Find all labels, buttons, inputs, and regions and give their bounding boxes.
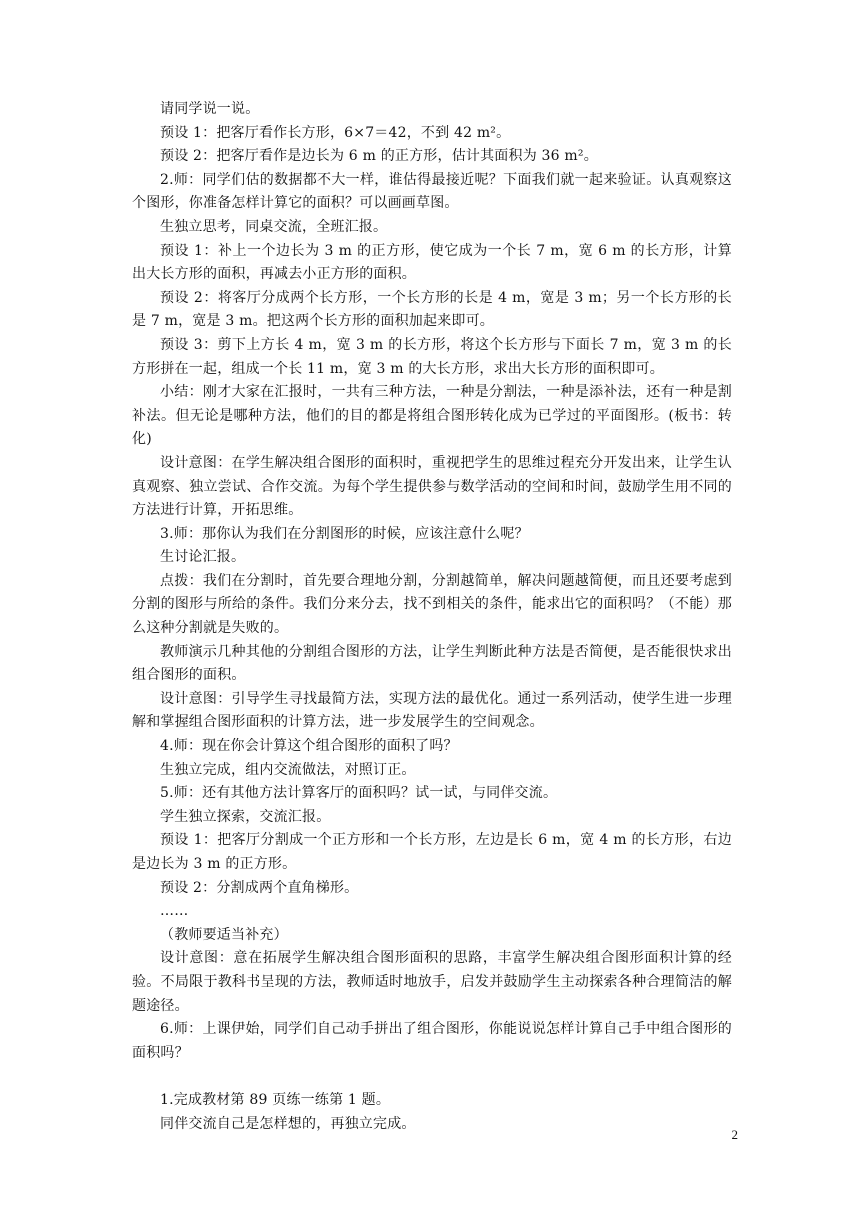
- body-text: [132, 98, 732, 1136]
- paragraph: （教师要适当补充）: [160, 926, 288, 943]
- paragraph: 预设 3：剪下上方长 4 m，宽 3 m 的长方形，将这个长方形与下面长 7 m，宽 3 m 的长方形拼在一起，组成一个长 11 m，宽 3 m 的大长方形，求出大长方形的面积即可。: [132, 336, 732, 377]
- paragraph: 1.完成教材第 89 页练一练第 1 题。: [160, 1091, 391, 1108]
- paragraph: 预设 1：补上一个边长为 3 m 的正方形，使它成为一个长 7 m，宽 6 m 的长方形，计算出大长方形的面积，再减去小正方形的面积。: [132, 242, 732, 283]
- page-number: 2: [731, 1127, 738, 1142]
- paragraph: 预设 2：分割成两个直角梯形。: [160, 879, 359, 896]
- paragraph: ……: [160, 903, 189, 920]
- blank-line: [132, 1065, 732, 1089]
- paragraph: 点拨：我们在分割时，首先要合理地分割，分割越简单，解决问题越简便，而且还要考虑到分割的图形与所给的条件。我们分来分去，找不到相关的条件，能求出它的面积吗？（不能）那么这种分割就是失败的。: [132, 572, 732, 637]
- paragraph: 设计意图：意在拓展学生解决组合图形面积的思路，丰富学生解决组合图形面积计算的经验。不局限于教科书呈现的方法，教师适时地放手，启发并鼓励学生主动探索各种合理简洁的解题途径。: [132, 950, 732, 1014]
- paragraph: 预设 1：把客厅看作长方形，6×7＝42，不到 42 m²。: [160, 124, 511, 141]
- paragraph: 生讨论汇报。: [160, 549, 246, 566]
- paragraph: 3.师：那你认为我们在分割图形的时候，应该注意什么呢？: [160, 525, 529, 542]
- paragraph: 请同学说一说。: [160, 101, 260, 117]
- paragraph: 预设 2：将客厅分成两个长方形，一个长方形的长是 4 m，宽是 3 m；另一个长方形的长是 7 m，宽是 3 m。把这两个长方形的面积加起来即可。: [132, 289, 732, 330]
- paragraph: 设计意图：引导学生寻找最简方法，实现方法的最优化。通过一系列活动，使学生进一步理解和掌握组合图形面积的计算方法，进一步发展学生的空间观念。: [132, 690, 732, 731]
- paragraph: 4.师：现在你会计算这个组合图形的面积了吗？: [160, 738, 458, 755]
- paragraph: 生独立思考，同桌交流，全班汇报。: [160, 218, 388, 235]
- paragraph: 6.师：上课伊始，同学们自己动手拼出了组合图形，你能说说怎样计算自己手中组合图形的面积吗？: [132, 1021, 732, 1061]
- paragraph: 生独立完成，组内交流做法，对照订正。: [160, 761, 416, 778]
- paragraph: 学生独立探索，交流汇报。: [160, 808, 331, 825]
- paragraph: 5.师：还有其他方法计算客厅的面积吗？试一试，与同伴交流。: [160, 785, 558, 802]
- paragraph: 设计意图：在学生解决组合图形的面积时，重视把学生的思维过程充分开发出来，让学生认真观察、独立尝试、合作交流。为每个学生提供参与数学活动的空间和时间，鼓励学生用不同的方法进行计算，开拓思维。: [132, 454, 732, 519]
- paragraph: 预设 2：把客厅看作是边长为 6 m 的正方形，估计其面积为 36 m²。: [160, 148, 598, 165]
- paragraph: 同伴交流自己是怎样想的，再独立完成。: [160, 1115, 416, 1132]
- paragraph: 2.师：同学们估的数据都不大一样，谁估得最接近呢？下面我们就一起来验证。认真观察这个图形，你准备怎样计算它的面积？可以画画草图。: [132, 171, 732, 212]
- paragraph: 预设 1：把客厅分割成一个正方形和一个长方形，左边是长 6 m，宽 4 m 的长方形，右边是边长为 3 m 的正方形。: [132, 832, 732, 872]
- paragraph: 教师演示几种其他的分割组合图形的方法，让学生判断此种方法是否简便，是否能很快求出组合图形的面积。: [132, 643, 732, 684]
- paragraph: 小结：刚才大家在汇报时，一共有三种方法，一种是分割法，一种是添补法，还有一种是割补法。但无论是哪种方法，他们的目的都是将组合图形转化成为已学过的平面图形。(板书：转化): [132, 384, 732, 448]
